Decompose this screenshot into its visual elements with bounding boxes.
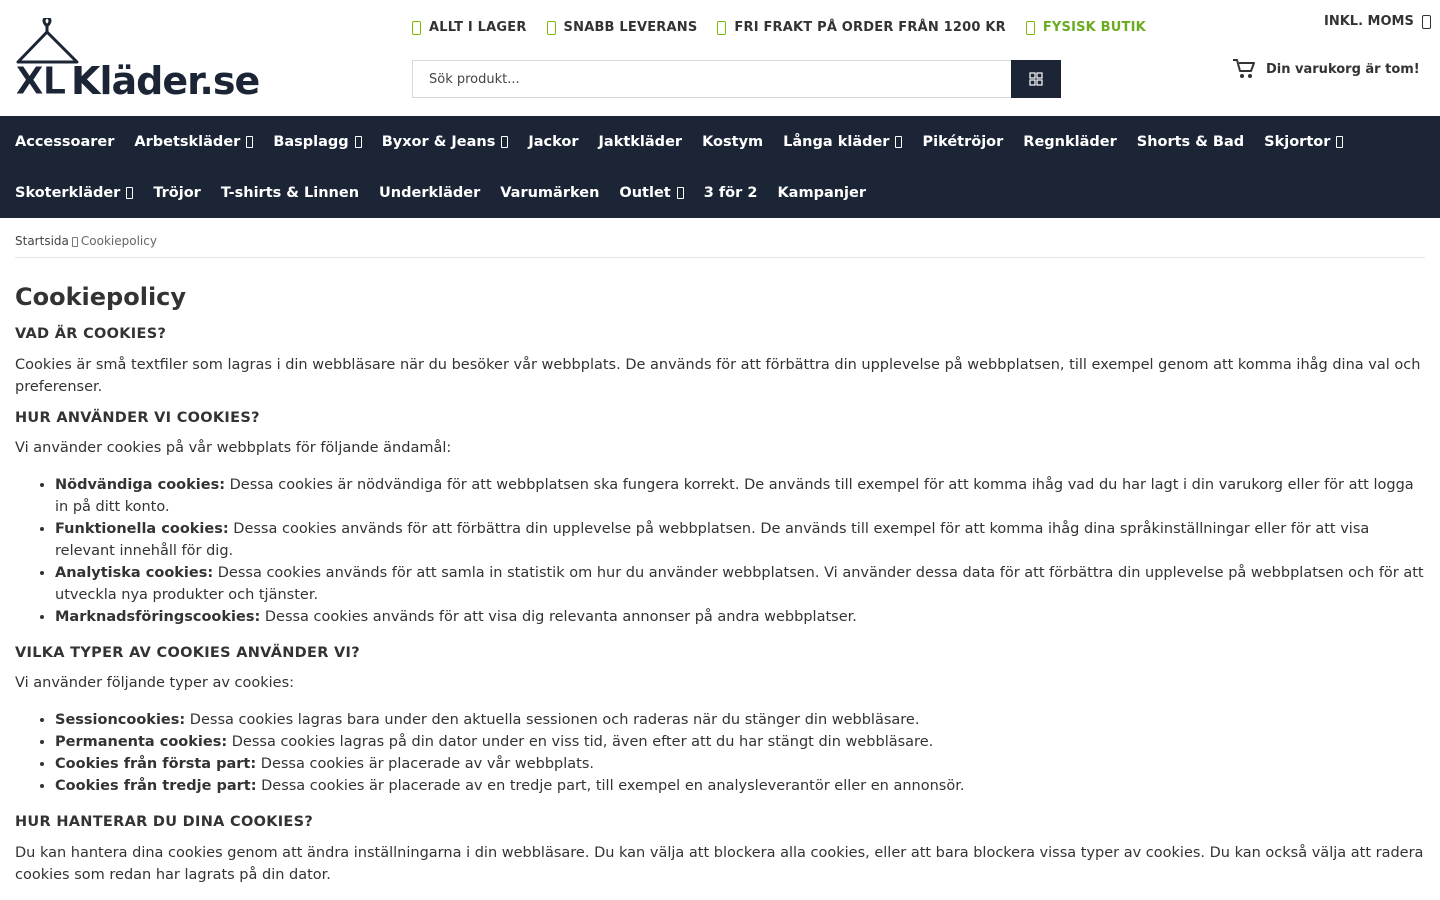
nav-item-skoterklader[interactable]: [15, 185, 133, 201]
vat-toggle-label: INKL. MOMS: [1324, 14, 1414, 29]
list-item-term: Sessioncookies:: [55, 712, 186, 728]
list-item-text: Dessa cookies lagras på din dator under en viss tid, även efter att du har stängt din webbläsare.: [227, 734, 934, 750]
nav-item-arbetsklader[interactable]: [134, 134, 253, 150]
list-item-term: Analytiska cookies:: [55, 565, 214, 581]
vat-toggle[interactable]: [1324, 14, 1431, 29]
list-item-term: Cookies från första part:: [55, 756, 257, 772]
search-button[interactable]: [1011, 60, 1061, 98]
check-icon: [1026, 21, 1035, 35]
nav-item-label: Jackor: [528, 133, 579, 150]
nav-item-label: Skoterkläder: [15, 184, 121, 201]
nav-row-2: [15, 167, 866, 218]
nav-item-langa-klader[interactable]: [783, 134, 902, 150]
breadcrumb-home-link[interactable]: Startsida: [15, 234, 69, 248]
search-input[interactable]: [412, 60, 1011, 98]
nav-item-underklader[interactable]: [379, 185, 480, 201]
list-item: [55, 731, 1425, 753]
nav-item-piketrojor[interactable]: [922, 134, 1003, 150]
chevron-down-icon: [355, 136, 362, 148]
nav-item-3-for-2[interactable]: [704, 185, 758, 201]
section-text-what: Cookies är små textfiler som lagras i din webbläsare när du besöker vår webbplats. De används för att förbättra din upplevelse på webbplatsen, till exempel genom att komma ihåg dina val och preferenser.: [15, 357, 1421, 395]
nav-item-tshirts-linnen[interactable]: [221, 185, 359, 201]
nav-item-label: Pikétröjor: [922, 133, 1004, 150]
breadcrumb-divider: [15, 257, 1425, 258]
section-text-how-used: Vi använder cookies på vår webbplats för följande ändamål:: [15, 440, 452, 456]
nav-item-label: Shorts & Bad: [1136, 133, 1245, 150]
section-heading-manage: HUR HANTERAR DU DINA COOKIES?: [15, 814, 314, 830]
nav-item-label: Basplagg: [273, 133, 349, 150]
cart-icon: [1232, 58, 1256, 80]
list-item-text: Dessa cookies används för att förbättra din upplevelse på webbplatsen. De används till exempel för att komma ihåg dina språkinställningar eller för att visa relevant innehåll för dig.: [55, 521, 1370, 559]
chevron-down-icon: [895, 136, 902, 148]
nav-item-label: Långa kläder: [783, 133, 890, 150]
usp-free-shipping: [717, 20, 1005, 35]
nav-item-label: Underkläder: [379, 184, 481, 201]
list-item: [55, 775, 1425, 797]
nav-item-label: Accessoarer: [15, 133, 115, 150]
list-item-term: Permanenta cookies:: [55, 734, 228, 750]
svg-text:Kläder.se: Kläder.se: [71, 59, 260, 98]
list-item-text: Dessa cookies används för att samla in statistik om hur du använder webbplatsen. Vi använder dessa data för att förbättra din upplevelse på webbplatsen och för att utveckla nya produkter och tjänster.: [55, 565, 1424, 603]
nav-item-label: Outlet: [619, 184, 671, 201]
usp-label: ALLT I LAGER: [429, 20, 527, 35]
breadcrumb: [15, 234, 157, 248]
nav-item-skjortor[interactable]: [1264, 134, 1343, 150]
nav-item-label: T-shirts & Linnen: [220, 184, 360, 201]
svg-text:XL: XL: [15, 59, 65, 98]
usp-in-stock: [412, 20, 527, 35]
usp-label: SNABB LEVERANS: [563, 20, 698, 35]
usp-label: FRI FRAKT PÅ ORDER FRÅN 1200 KR: [734, 20, 1006, 35]
nav-item-label: Jaktkläder: [598, 133, 683, 150]
nav-item-label: Kampanjer: [777, 184, 867, 201]
list-item-term: Marknadsföringscookies:: [55, 609, 261, 625]
usp-bar: [412, 20, 1146, 35]
nav-item-varumarken[interactable]: [500, 185, 599, 201]
nav-item-label: 3 för 2: [703, 184, 758, 201]
nav-item-label: Skjortor: [1264, 133, 1331, 150]
chevron-down-icon: [1336, 136, 1343, 148]
list-item: [55, 753, 1425, 775]
chevron-down-icon: [246, 136, 253, 148]
nav-item-accessoarer[interactable]: [15, 134, 114, 150]
site-logo[interactable]: [15, 18, 265, 98]
nav-item-label: Regnkläder: [1023, 133, 1117, 150]
chevron-down-icon: [126, 187, 133, 199]
check-icon: [547, 21, 556, 35]
list-item-text: Dessa cookies lagras bara under den aktuella sessionen och raderas när du stänger din webbläsare.: [185, 712, 920, 728]
list-item-text: Dessa cookies är placerade av en tredje part, till exempel en analysleverantör eller en annonsör.: [256, 778, 965, 794]
breadcrumb-current: Cookiepolicy: [80, 234, 157, 248]
usp-label: FYSISK BUTIK: [1042, 20, 1146, 35]
toggle-icon: [1422, 15, 1431, 29]
list-item-term: Funktionella cookies:: [55, 521, 229, 537]
nav-item-regnklader[interactable]: [1023, 134, 1116, 150]
breadcrumb-separator-icon: [72, 237, 78, 247]
list-item: [55, 474, 1425, 518]
list-item-text: Dessa cookies är placerade av vår webbplats.: [256, 756, 595, 772]
section-text-types: Vi använder följande typer av cookies:: [15, 675, 295, 691]
cart-link[interactable]: [1232, 58, 1420, 80]
nav-item-jaktklader[interactable]: [599, 134, 683, 150]
page-content: [15, 282, 1425, 886]
check-icon: [412, 21, 421, 35]
list-item: [55, 518, 1425, 562]
nav-item-outlet[interactable]: [619, 185, 683, 201]
types-list: [15, 709, 1425, 797]
check-icon: [717, 21, 726, 35]
section-text-manage: Du kan hantera dina cookies genom att ändra inställningarna i din webbläsare. Du kan välja att blockera alla cookies, eller att bara blockera vissa typer av cookies. Du kan också välja att radera cookies som redan har lagrats på din dator.: [15, 845, 1424, 883]
nav-item-basplagg[interactable]: [273, 134, 361, 150]
nav-item-trojor[interactable]: [153, 185, 201, 201]
nav-item-jackor[interactable]: [528, 134, 578, 150]
search-bar: [412, 60, 1061, 98]
list-item: [55, 709, 1425, 731]
site-header: [0, 0, 1440, 116]
cart-status: Din varukorg är tom!: [1266, 61, 1420, 77]
usp-fast-delivery: [547, 20, 698, 35]
nav-item-byxor-jeans[interactable]: [382, 134, 509, 150]
nav-item-label: Varumärken: [500, 184, 600, 201]
nav-item-label: Arbetskläder: [134, 133, 241, 150]
page-title: Cookiepolicy: [15, 283, 187, 311]
logo-wordmark: [15, 59, 259, 98]
main-nav: [0, 116, 1440, 218]
search-icon: [1029, 72, 1043, 86]
chevron-down-icon: [501, 136, 508, 148]
nav-item-kampanjer[interactable]: [777, 185, 866, 201]
section-heading-how-used: HUR ANVÄNDER VI COOKIES?: [15, 410, 260, 426]
list-item: [55, 562, 1425, 606]
chevron-down-icon: [677, 187, 684, 199]
list-item-text: Dessa cookies används för att visa dig relevanta annonser på andra webbplatser.: [260, 609, 857, 625]
nav-item-label: Tröjor: [153, 184, 201, 201]
nav-item-shorts-bad[interactable]: [1137, 134, 1244, 150]
usp-physical-store[interactable]: [1026, 20, 1146, 35]
section-heading-what: VAD ÄR COOKIES?: [15, 326, 167, 342]
nav-item-kostym[interactable]: [702, 134, 763, 150]
list-item: [55, 606, 1425, 628]
list-item-text: Dessa cookies är nödvändiga för att webbplatsen ska fungera korrekt. De används till exempel för att komma ihåg vad du har lagt i din varukorg eller för att logga in på ditt konto.: [55, 477, 1414, 515]
nav-row-1: [15, 116, 1343, 167]
list-item-term: Nödvändiga cookies:: [55, 477, 225, 493]
nav-item-label: Kostym: [702, 133, 764, 150]
list-item-term: Cookies från tredje part:: [55, 778, 257, 794]
section-heading-types: VILKA TYPER AV COOKIES ANVÄNDER VI?: [15, 645, 360, 661]
nav-item-label: Byxor & Jeans: [381, 133, 496, 150]
purpose-list: [15, 474, 1425, 628]
